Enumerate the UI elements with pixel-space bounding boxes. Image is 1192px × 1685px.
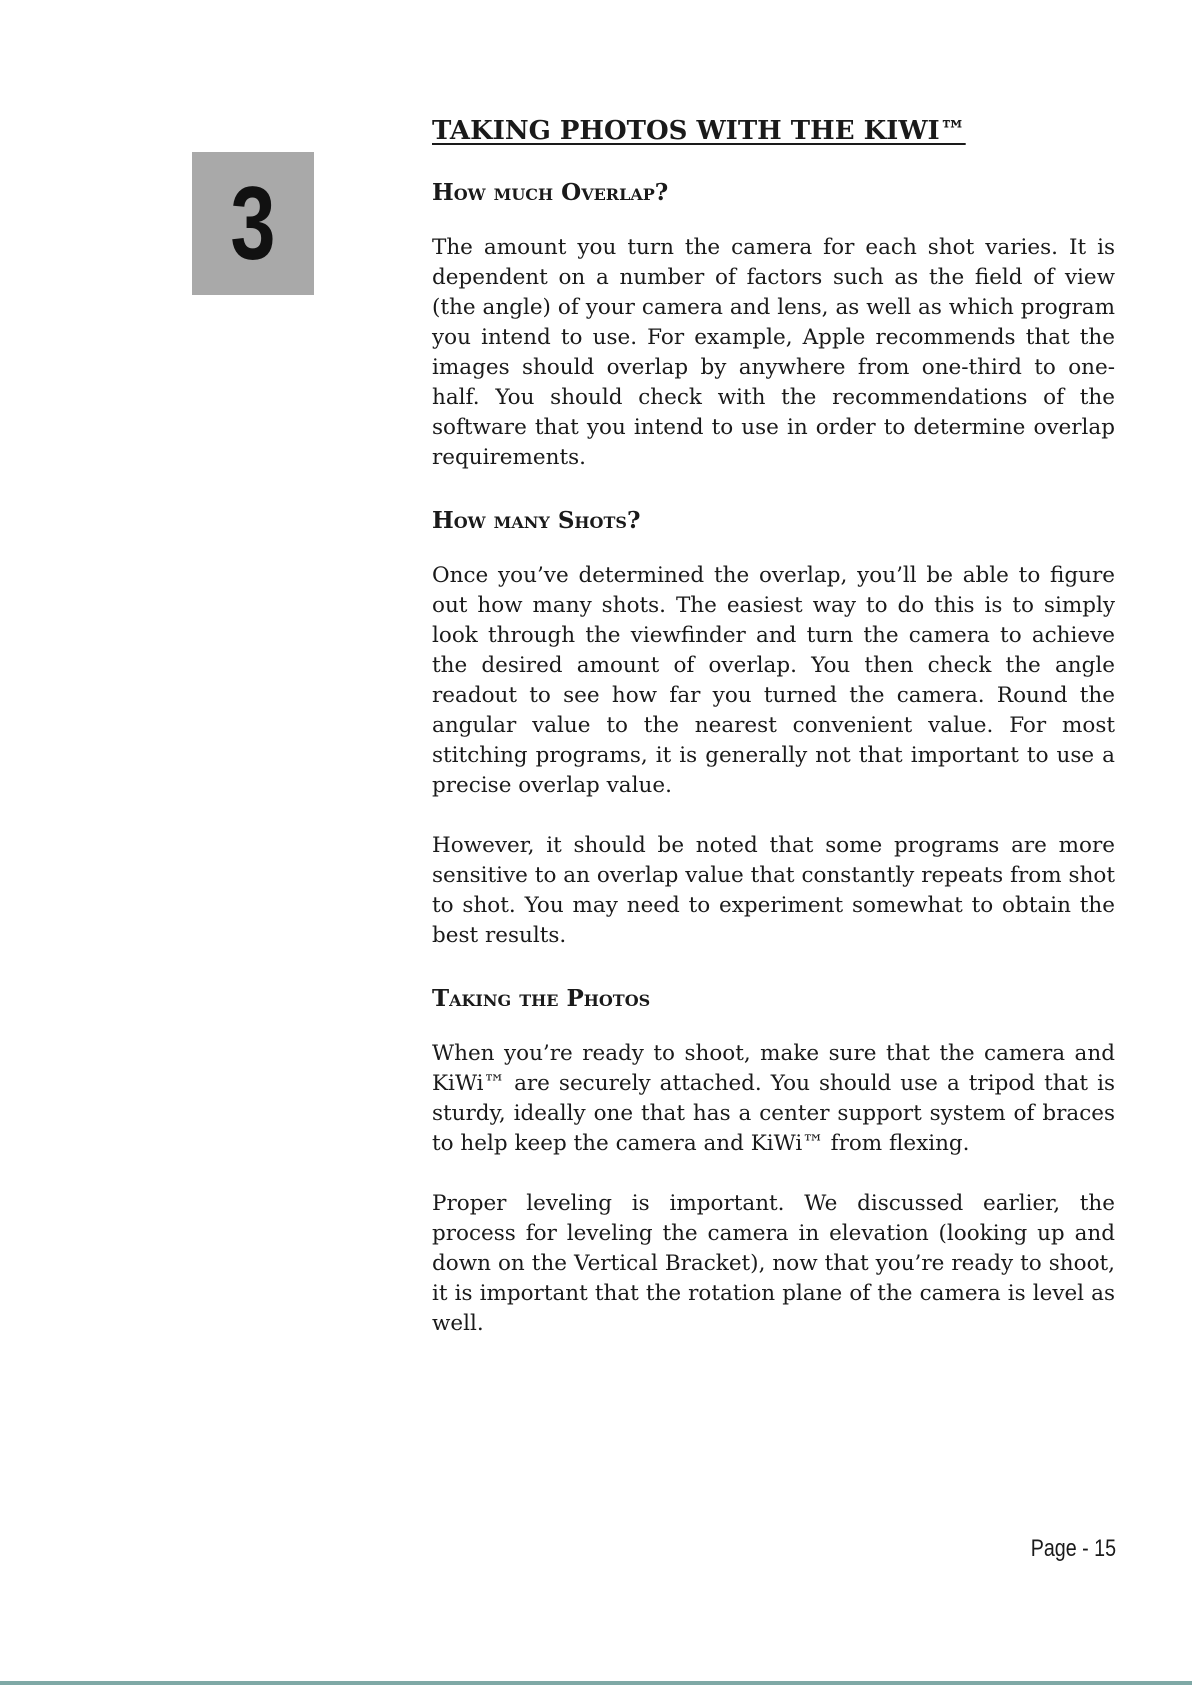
paragraph: When you’re ready to shoot, make sure that the camera and KiWi™ are securely attached. You should use a tripod that is sturdy, ideally one that has a center support system of braces to help keep the camera and KiWi™ from flexing. [432,1041,1115,1156]
section-shots [432,503,1115,951]
section-heading: How many Shots? [432,507,641,534]
chapter-number: 3 [230,165,276,282]
page-title: TAKING PHOTOS WITH THE KIWI™ [432,116,966,146]
paragraph: However, it should be noted that some programs are more sensitive to an overlap value that constantly repeats from shot to shot. You may need to experiment somewhat to obtain the best results. [432,833,1115,948]
chapter-marker [192,152,314,295]
page-content [432,113,1115,1369]
paragraph: Proper leveling is important. We discussed earlier, the process for leveling the camera in elevation (looking up and down on the Vertical Bracket), now that you’re ready to shoot, it is important that the rotation plane of the camera is level as well. [432,1191,1115,1336]
page-number: Page - 15 [1030,1535,1116,1562]
bottom-divider [0,1681,1192,1685]
paragraph: Once you’ve determined the overlap, you’ll be able to figure out how many shots. The easiest way to do this is to simply look through the viewfinder and turn the camera to achieve the desired amount of overlap. You then check the angle readout to see how far you turned the camera. Round the angular value to the nearest convenient value. For most stitching programs, it is generally not that important to use a precise overlap value. [432,563,1115,798]
section-overlap [432,175,1115,473]
paragraph: The amount you turn the camera for each shot varies. It is dependent on a number of factors such as the field of view (the angle) of your camera and lens, as well as which program you intend to use. For example, Apple recommends that the images should overlap by anywhere from one-third to one-half. You should check with the recommendations of the software that you intend to use in order to determine overlap requirements. [432,235,1115,470]
section-heading: How much Overlap? [432,179,669,206]
section-taking-photos [432,981,1115,1339]
section-heading: Taking the Photos [432,985,651,1012]
